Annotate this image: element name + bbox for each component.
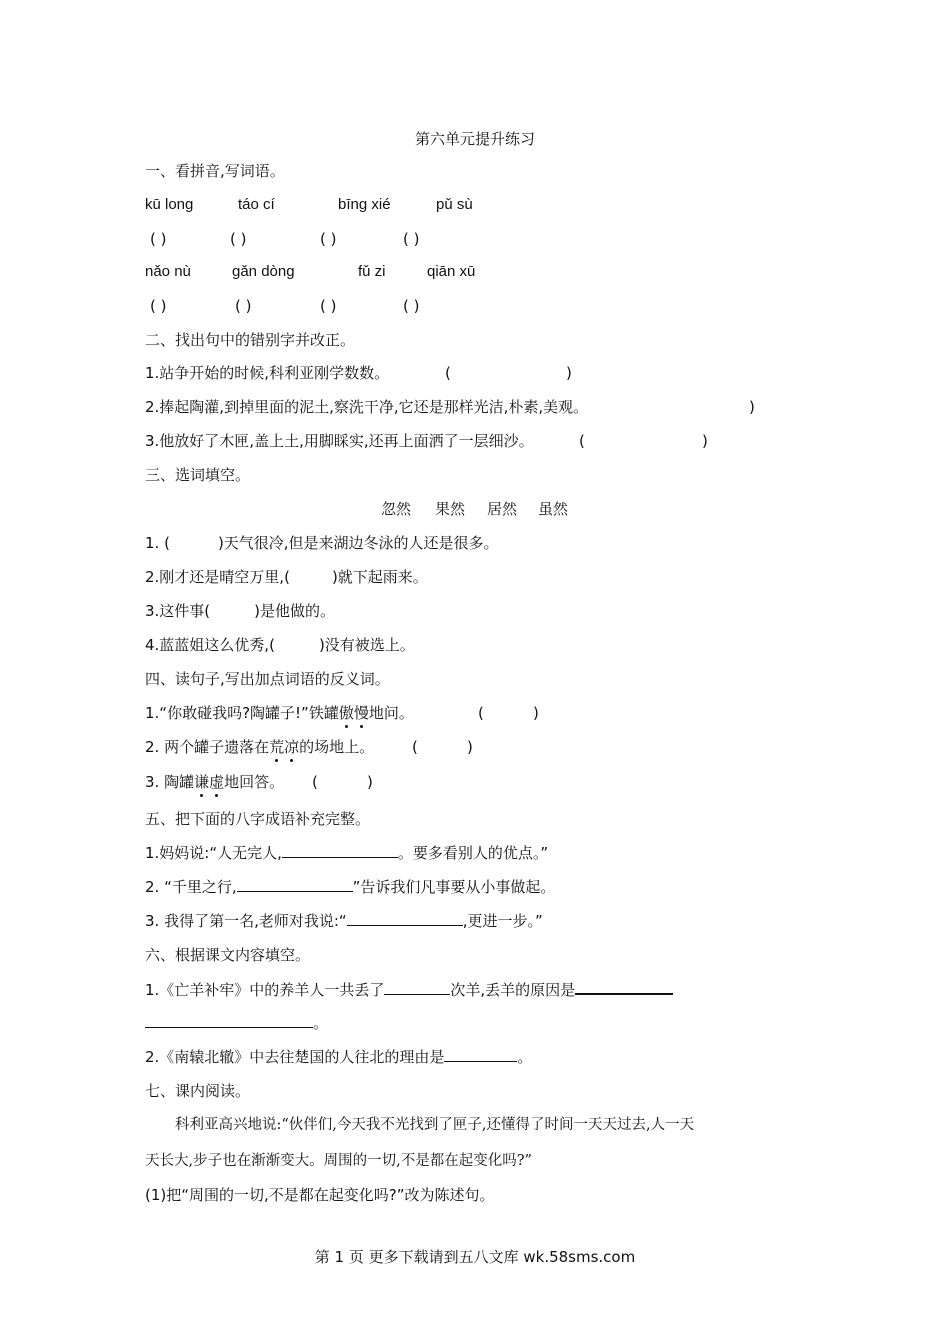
answer-box-2: ( ): [230, 230, 247, 248]
s6-question-1-cont: 。: [145, 1013, 328, 1033]
word-choice-3: 居然: [487, 500, 518, 518]
section-3-heading: 三、选词填空。: [145, 466, 251, 484]
s3-question-2: 2.刚才还是晴空万里,( )就下起雨来。: [145, 568, 428, 586]
section-1-heading: 一、看拼音,写词语。: [145, 162, 285, 180]
reading-passage-line-2: 天长大,步子也在渐渐变大。周围的一切,不是都在起变化吗?”: [145, 1153, 532, 1169]
answer-box-5: ( ): [150, 297, 167, 315]
s4-question-1: 1.“你敢碰我吗?陶罐子!”铁罐傲慢地问。 ( ): [145, 704, 539, 722]
pinyin-4: pǔ sù: [436, 196, 473, 213]
pinyin-7: fǔ zi: [358, 263, 386, 280]
pinyin-1: kū long: [145, 196, 194, 213]
page-footer: 第 1 页 更多下载请到五八文库 wk.58sms.com: [314, 1248, 636, 1266]
page-title: 第六单元提升练习: [414, 130, 535, 148]
word-choice-2: 果然: [435, 500, 466, 518]
s3-question-4: 4.蓝蓝姐这么优秀,( )没有被选上。: [145, 636, 415, 654]
s2-question-2: 2.捧起陶灌,到掉里面的泥土,察洗干净,它还是那样光洁,朴素,美观。 ): [145, 398, 755, 416]
pinyin-2: táo cí: [238, 196, 275, 213]
s4-question-2: 2. 两个罐子遗落在荒凉的场地上。 ( ): [145, 738, 473, 756]
pinyin-3: bīng xié: [338, 196, 391, 213]
section-4-heading: 四、读句子,写出加点词语的反义词。: [145, 670, 390, 688]
answer-box-8: ( ): [403, 297, 420, 315]
reading-question-1: (1)把“周围的一切,不是都在起变化吗?”改为陈述句。: [145, 1186, 495, 1204]
pinyin-5: nǎo nù: [145, 263, 191, 280]
s5-question-3: 3. 我得了第一名,老师对我说:“ ,更进一步。”: [145, 912, 543, 930]
reading-passage-line-1: 科利亚高兴地说:“伙伴们,今天我不光找到了匣子,还懂得了时间一天天过去,人一天: [175, 1117, 695, 1133]
word-choice-1: 忽然: [381, 500, 412, 518]
section-5-heading: 五、把下面的八字成语补充完整。: [145, 810, 371, 828]
answer-box-4: ( ): [403, 230, 420, 248]
s3-question-1: 1. ( )天气很冷,但是来湖边冬泳的人还是很多。: [145, 534, 499, 552]
word-choice-4: 虽然: [538, 500, 569, 518]
pinyin-8: qiān xū: [427, 263, 476, 280]
s4-question-3: 3. 陶罐谦虚地回答。 ( ): [145, 773, 373, 791]
section-6-heading: 六、根据课文内容填空。: [145, 946, 311, 964]
s5-question-1: 1.妈妈说:“人无完人, 。要多看别人的优点。”: [145, 844, 549, 862]
pinyin-6: gǎn dòng: [232, 263, 295, 280]
s6-question-2: 2.《南辕北辙》中去往楚国的人往北的理由是 。: [145, 1048, 533, 1066]
section-7-heading: 七、课内阅读。: [145, 1082, 251, 1100]
section-2-heading: 二、找出句中的错别字并改正。: [145, 331, 356, 349]
answer-box-6: ( ): [235, 297, 252, 315]
answer-box-3: ( ): [320, 230, 337, 248]
s5-question-2: 2. “千里之行, ”告诉我们凡事要从小事做起。: [145, 878, 556, 896]
answer-box-1: ( ): [150, 230, 167, 248]
s2-question-3: 3.他放好了木匣,盖上土,用脚睬实,还再上面洒了一层细沙。 ( ): [145, 432, 708, 450]
s3-question-3: 3.这件事( )是他做的。: [145, 602, 336, 620]
s6-question-1: 1.《亡羊补牢》中的养羊人一共丢了 次羊,丢羊的原因是: [145, 979, 673, 1000]
s2-question-1: 1.站争开始的时候,科利亚刚学数数。 ( ): [145, 364, 572, 382]
answer-box-7: ( ): [320, 297, 337, 315]
